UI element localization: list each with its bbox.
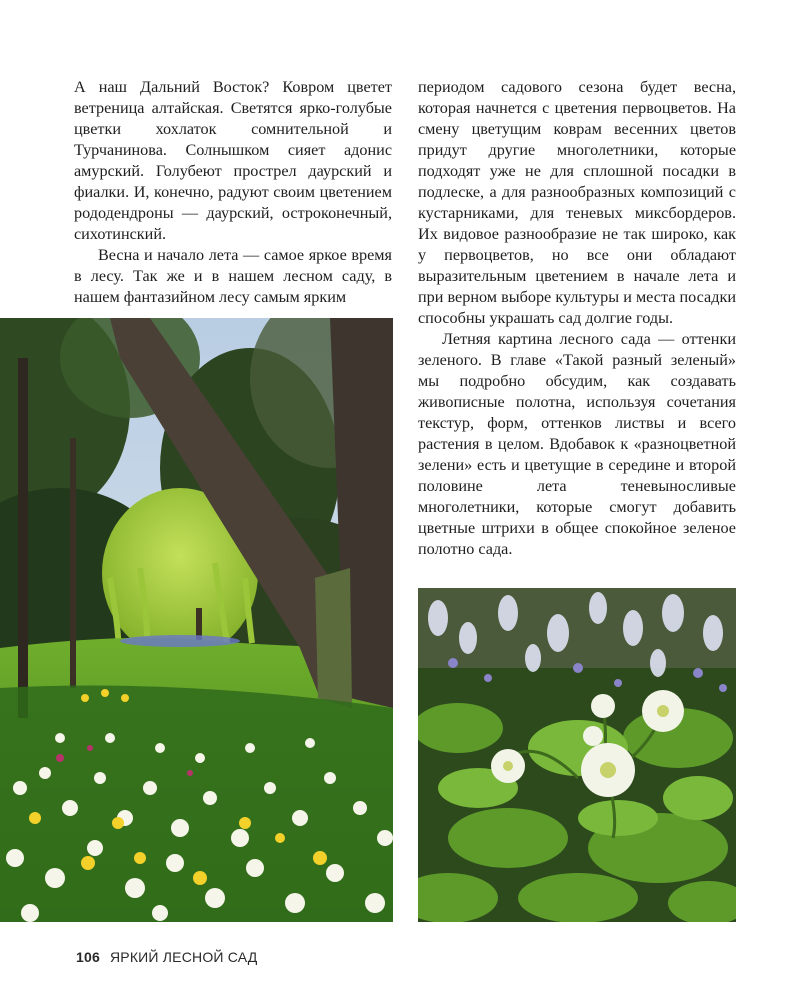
woodland-daffodils-photo: [0, 318, 393, 922]
right-paragraph-1: периодом садового сезона будет весна, которая начнется с цветения первоцветов. На смену цветущим коврам весенних цветов придут другие многолетники, которые подходят уже не для сплошной посадки в подлеске, а для разнообразных композиций с кустарниками, для теневых миксбордеров. Их видовое разнообразие не так широко, как у первоцветов, но все они обладают выразительным цветением в начале лета и при верном выборе культуры и места посадки способны украшать сад долгие годы.: [418, 78, 736, 327]
right-text-column: [418, 77, 736, 560]
section-title: ЯРКИЙ ЛЕСНОЙ САД: [109, 949, 258, 965]
left-paragraph-1: А наш Дальний Восток? Ковром цветет ветреница алтайская. Светятся ярко-голубые цветки хохлаток сомнительной и Турчанинова. Солнышком сияет адонис амурский. Голубеют прострел даурский и фиалки. И, конечно, радуют своим цветением рододендроны — даурский, остроконечный, сихотинский.: [74, 78, 392, 243]
left-text-column: [74, 77, 392, 308]
page-footer: [76, 949, 257, 965]
right-paragraph-2: Летняя картина лесного сада — оттенки зеленого. В главе «Такой разный зеленый» мы подробно обсудим, как создавать живописные полотна, используя сочетания текстур, форм, оттенков листвы и всего растения в целом. Вдобавок к «разноцветной зелени» есть и цветущие в середине и второй половине лета теневыносливые многолетники, которые смогут добавить цветные штрихи в общее спокойное зеленое полотно сада.: [418, 330, 736, 558]
left-paragraph-2: Весна и начало лета — самое яркое время в лесу. Так же и в нашем лесном саду, в нашем фантазийном лесу самым ярким: [74, 246, 392, 306]
page-number: 106: [76, 949, 100, 965]
hellebore-corydalis-photo: [418, 588, 736, 922]
